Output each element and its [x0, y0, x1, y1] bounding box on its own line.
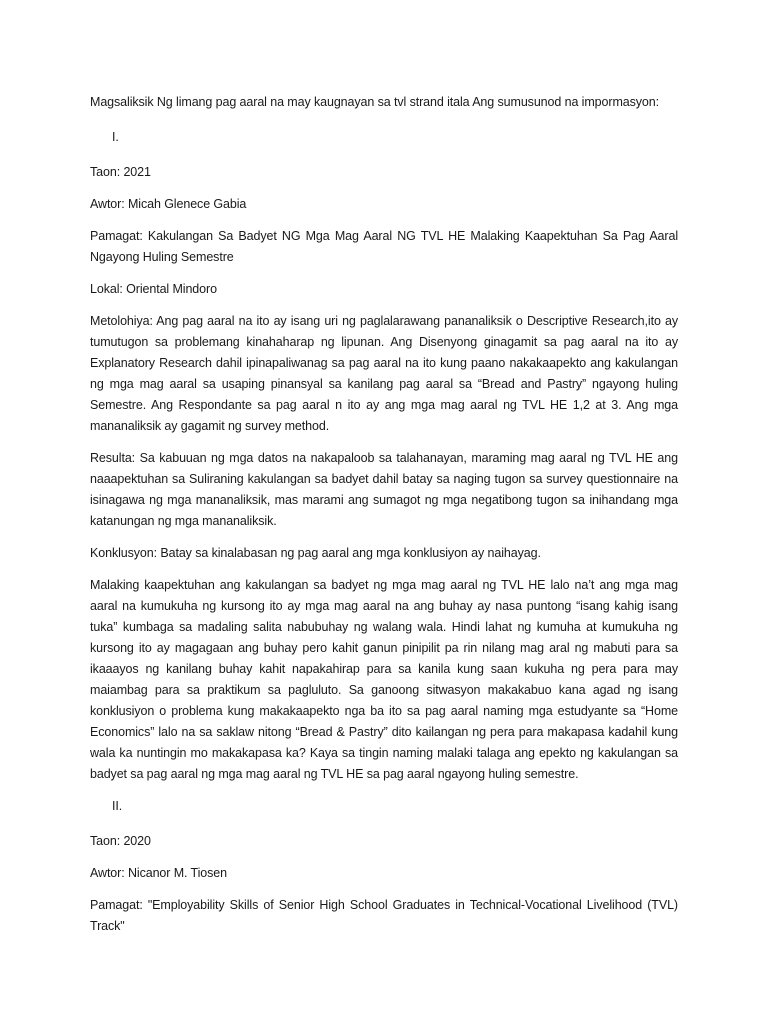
study-results: Resulta: Sa kabuuan ng mga datos na nakapaloob sa talahanayan, maraming mag aaral ng TVL HE ang naaapektuhan sa Suliraning kakulangan sa badyet dahil batay sa naging tugon sa survey questionnaire na isinagawa ng mga mananaliksik, mas marami ang sumagot ng mga negatibong tugon sa inihandang mga katanungan ng mga mananaliksik. — [90, 451, 678, 528]
study-conclusion-paragraph: Malaking kaapektuhan ang kakulangan sa badyet ng mga mag aaral ng TVL HE lalo na’t ang mga mag aaral na kumukuha ng kursong ito ay mga mag aaral na ang buhay ay nasa puntong “isang kahig isang tuka” kumbaga sa madaling salita nabubuhay ng walang wala. Hindi lahat ng kumuha at kumukuha ng kursong ito ay magagaan ang buhay pero kahit ganun pinipilit pa rin nilang mag aral ng mabuti para sa ikaaayos ng kanilang buhay kahit napakahirap para sa kanila kung saan kukuha ng pera para may maiambag para sa praktikum sa pagluluto. Sa ganoong sitwasyon makakabuo kana agad ng isang konklusiyon o problema kung makakaapekto nga ba ito sa pag aaral naming mga estudyante sa “Home Economics” lalo na sa saklaw nitong “Bread & Pastry” dito kailangan ng pera para makapasa kadahil kung wala ka nuntingin mo makakapasa ka? Kaya sa tingin naming malaki talaga ang epekto ng kakulangan sa badyet sa pag aaral ng mga mag aaral ng TVL HE sa pag aaral ngayong huling semestre. — [90, 578, 678, 781]
study-year: Taon: 2020 — [90, 834, 151, 848]
study-author: Awtor: Micah Glenece Gabia — [90, 197, 247, 211]
study-author: Awtor: Nicanor M. Tiosen — [90, 866, 228, 880]
study-number: I. — [112, 130, 119, 144]
study-location: Lokal: Oriental Mindoro — [90, 282, 217, 296]
study-year: Taon: 2021 — [90, 165, 151, 179]
document-body — [90, 92, 678, 948]
study-number: II. — [112, 799, 123, 813]
study-title: Pamagat: "Employability Skills of Senior High School Graduates in Technical-Vocational Livelihood (TVL) Track" — [90, 898, 678, 933]
intro-text: Magsaliksik Ng limang pag aaral na may kaugnayan sa tvl strand itala Ang sumusunod na impormasyon: — [90, 95, 659, 109]
study-title: Pamagat: Kakulangan Sa Badyet NG Mga Mag Aaral NG TVL HE Malaking Kaapektuhan Sa Pag Aaral Ngayong Huling Semestre — [90, 229, 678, 264]
study-conclusion: Konklusyon: Batay sa kinalabasan ng pag aaral ang mga konklusiyon ay naihayag. — [90, 546, 541, 560]
study-methodology: Metolohiya: Ang pag aaral na ito ay isang uri ng paglalarawang pananaliksik o Descriptive Research,ito ay tumutugon sa problemang kinahaharap ng lipunan. Ang Disenyong ginagamit sa pag aaral na ito ay Explanatory Research dahil ipinapaliwanag sa pag aaral na ito kung paano nakakaapekto ang kakulangan ng mga mag aaral sa usaping pinansyal sa kanilang pag aaral sa “Bread and Pastry” ngayong huling Semestre. Ang Respondante sa pag aaral n ito ay ang mga mag aaral ng TVL HE 1,2 at 3. Ang mga mananaliksik ay gagamit ng survey method. — [90, 314, 678, 433]
